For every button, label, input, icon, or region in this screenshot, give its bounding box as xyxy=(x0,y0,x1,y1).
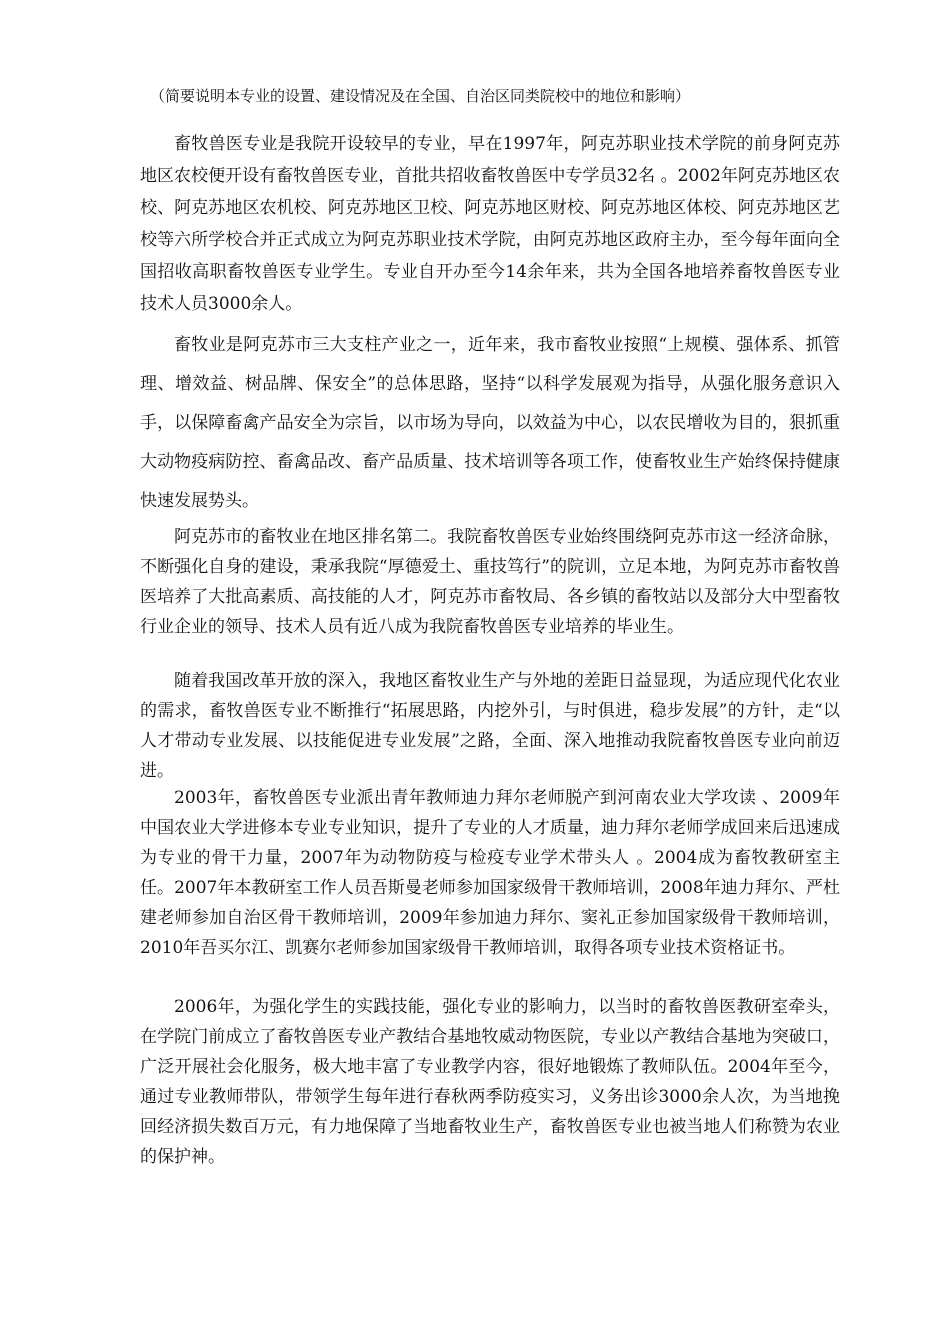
paragraph-practice-base: 2006年，为强化学生的实践技能，强化专业的影响力，以当时的畜牧兽医教研室牵头，在学院门前成立了畜牧兽医专业产教结合基地牧威动物医院，专业以产教结合基地为突破口，广泛开展社会化服务，极大地丰富了专业教学内容，很好地锻炼了教师队伍。2004年至今，通过专业教师带队，带领学生每年进行春秋两季防疫实习，义务出诊3000余人次，为当地挽回经济损失数百万元，有力地保障了当地畜牧业生产，畜牧兽医专业也被当地人们称赞为农业的保护神。 xyxy=(140,997,840,1167)
paragraph-industry: 畜牧业是阿克苏市三大支柱产业之一，近年来，我市畜牧业按照“上规模、强体系、抓管理、增效益、树品牌、保安全”的总体思路，坚持“以科学发展观为指导，从强化服务意识入手，以保障畜禽产品安全为宗旨，以市场为导向，以效益为中心，以农民增收为目的，狠抓重大动物疫病防控、畜禽品改、畜产品质量、技术培训等各项工作，使畜牧业生产始终保持健康快速发展势头。 xyxy=(140,335,840,511)
paragraph-reform: 随着我国改革开放的深入，我地区畜牧业生产与外地的差距日益显现，为适应现代化农业的需求，畜牧兽医专业不断推行“拓展思路，内挖外引，与时俱进，稳步发展”的方针，走“以人才带动专业发展、以技能促进专业发展”之路，全面、深入地推动我院畜牧兽医专业向前迈进。 xyxy=(140,671,840,781)
paragraph-ranking: 阿克苏市的畜牧业在地区排名第二。我院畜牧兽医专业始终围绕阿克苏市这一经济命脉，不断强化自身的建设，秉承我院“厚德爱土、重技笃行”的院训，立足本地，为阿克苏市畜牧兽医培养了大批高素质、高技能的人才，阿克苏市畜牧局、各乡镇的畜牧站以及部分大中型畜牧行业企业的领导、技术人员有近八成为我院畜牧兽医专业培养的毕业生。 xyxy=(140,527,840,637)
paragraph-history: 畜牧兽医专业是我院开设较早的专业，早在1997年，阿克苏职业技术学院的前身阿克苏地区农校便开设有畜牧兽医专业，首批共招收畜牧兽医中专学员32名 。2002年阿克苏地区农校、阿克苏地区农机校、阿克苏地区卫校、阿克苏地区财校、阿克苏地区体校、阿克苏地区艺校等六所学校合并正式成立为阿克苏职业技术学院，由阿克苏地区政府主办，至今每年面向全国招收高职畜牧兽医专业学生。专业自开办至今14余年来，共为全国各地培养畜牧兽医专业技术人员3000余人。 xyxy=(140,134,840,314)
instruction-note: （简要说明本专业的设置、建设情况及在全国、自治区同类院校中的地位和影响） xyxy=(150,87,691,105)
paragraph-teacher-training: 2003年，畜牧兽医专业派出青年教师迪力拜尔老师脱产到河南农业大学攻读 、2009年中国农业大学进修本专业专业知识，提升了专业的人才质量，迪力拜尔老师学成回来后迅速成为专业的骨干力量，2007年为动物防疫与检疫专业学术带头人 。2004成为畜牧教研室主任。2007年本教研室工作人员吾斯曼老师参加国家级骨干教师培训，2008年迪力拜尔、严杜建老师参加自治区骨干教师培训，2009年参加迪力拜尔、窦礼正参加国家级骨干教师培训，2010年吾买尔江、凯赛尔老师参加国家级骨干教师培训，取得各项专业技术资格证书。 xyxy=(140,788,840,958)
